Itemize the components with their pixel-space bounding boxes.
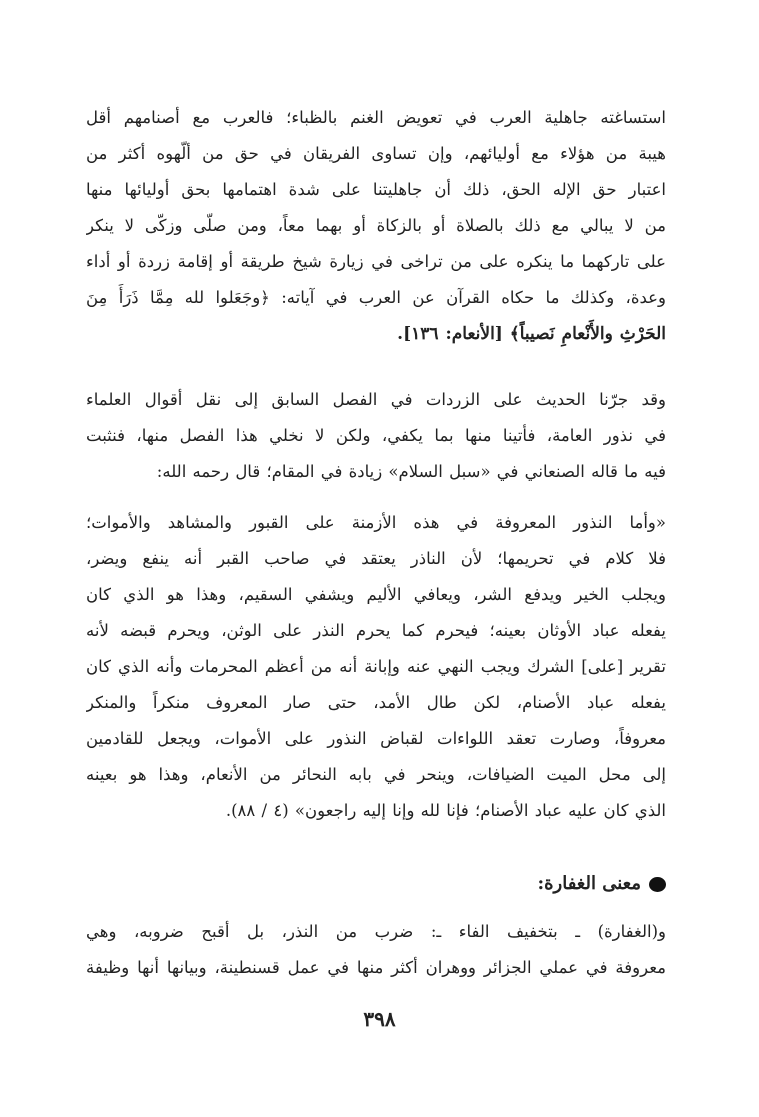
text-line: تقرير [على] الشرك ويجب النهي عنه وإبانة أنه من أعظم المحرمات وأنه الذي كان [86, 657, 666, 676]
page-number: ٣٩٨ [363, 1007, 396, 1031]
text-line: على تاركهما ما ينكره على من تراخى في زيارة شيخ طريقة أو إقامة زردة أو أداء [86, 252, 666, 271]
paragraph-2 [86, 382, 666, 490]
text-line: من لا يبالي مع ذلك بالصلاة أو بالزكاة أو بهما معاً، ومن صلّى وزكّى لا ينكر [86, 216, 666, 235]
text-line: معروفة في عملي الجزائر ووهران أكثر منها في عمل قسنطينة، وبيانها أنها وظيفة [86, 958, 666, 977]
paragraph-1 [86, 100, 666, 352]
paragraph-4 [86, 914, 666, 986]
quran-verse-line: الحَرْثِ والأَنْعامِ نَصيباً﴾ [الأنعام: ١٣٦]. [397, 324, 666, 344]
text-line: استساغته جاهلية العرب في تعويض الغنم بالظباء؛ فالعرب مع أصنامهم أقل [86, 108, 666, 127]
text-line: «وأما النذور المعروفة في هذه الأزمنة على القبور والمشاهد والأموات؛ [86, 513, 666, 532]
bullet-icon [649, 877, 666, 892]
text-line: إلى محل الميت الضيافات، وينحر في بابه النحائر من الأنعام، وهذا هو بعينه [86, 765, 666, 784]
text-line: وقد جرّنا الحديث على الزردات في الفصل السابق إلى نقل أقوال العلماء [86, 390, 666, 409]
text-line: في نذور العامة، فأتينا منها بما يكفي، ولكن لا نخلي هذا الفصل منها، فنثبت [86, 426, 666, 445]
text-line: اعتبار حق الإله الحق، ذلك أن جاهليتنا على شدة اهتمامها بحق أوليائها منها [86, 180, 666, 199]
paragraph-3-quote [86, 505, 666, 829]
text-line: هيبة من هؤلاء مع أوليائهم، وإن تساوى الفريقان في حق من ألّهوه أكثر من [86, 144, 666, 163]
text-line: فيه ما قاله الصنعاني في «سبل السلام» زيادة في المقام؛ قال رحمه الله: [156, 462, 666, 481]
section-heading-text: معنى الغفارة: [537, 873, 641, 894]
text-line: و(الغفارة) ـ بتخفيف الفاء ـ: ضرب من النذر، بل أقبح ضروبه، وهي [86, 922, 666, 941]
text-line: يفعله عباد الأوثان بعينه؛ فيحرم كما يحرم النذر على الوثن، ويحرم قبضه لأنه [86, 621, 666, 640]
text-line: الذي كان عليه عباد الأصنام؛ فإنا لله وإنا إليه راجعون» (٤ / ٨٨). [225, 801, 666, 820]
section-heading [86, 866, 666, 902]
text-line: فلا كلام في تحريمها؛ لأن الناذر يعتقد في صاحب القبر أنه ينفع ويضر، [86, 549, 666, 568]
text-line: ويجلب الخير ويدفع الشر، ويعافي الأليم ويشفي السقيم، وهذا هو الذي كان [86, 585, 666, 604]
text-line: وعدة، وكذلك ما حكاه القرآن عن العرب في آياته: ﴿وجَعَلوا لله مِمَّا ذَرَأَ مِنَ [86, 288, 666, 307]
text-line: معروفاً، وصارت تعقد اللواءات لقباض النذور على الأموات، ويجعل للقادمين [86, 729, 666, 748]
text-line: يفعله عباد الأصنام، لكن طال الأمد، حتى صار المعروف منكراً والمنكر [86, 693, 666, 712]
